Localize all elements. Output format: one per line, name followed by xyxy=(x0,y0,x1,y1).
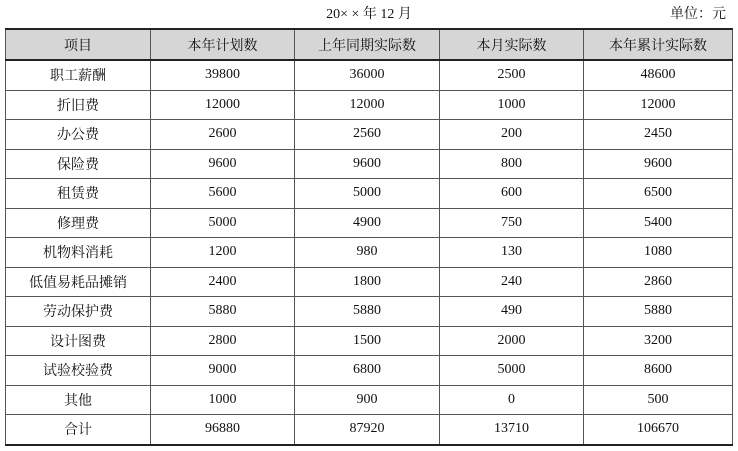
cell-ytd-actual: 8600 xyxy=(584,356,733,386)
table-row xyxy=(6,326,733,356)
cell-item: 其他 xyxy=(6,385,151,415)
cell-last-year-actual: 9600 xyxy=(295,149,440,179)
cell-ytd-actual: 5400 xyxy=(584,208,733,238)
cell-annual-plan: 1000 xyxy=(151,385,295,415)
cell-last-year-actual: 12000 xyxy=(295,90,440,120)
cell-item: 职工薪酬 xyxy=(6,60,151,90)
cell-last-year-actual: 36000 xyxy=(295,60,440,90)
cell-month-actual: 240 xyxy=(440,267,584,297)
cell-month-actual: 2000 xyxy=(440,326,584,356)
cell-item: 合计 xyxy=(6,415,151,445)
cell-last-year-actual: 2560 xyxy=(295,120,440,150)
cell-ytd-actual: 5880 xyxy=(584,297,733,327)
cell-item: 折旧费 xyxy=(6,90,151,120)
cell-annual-plan: 96880 xyxy=(151,415,295,445)
table-row xyxy=(6,238,733,268)
cell-month-actual: 0 xyxy=(440,385,584,415)
cell-month-actual: 200 xyxy=(440,120,584,150)
expense-table xyxy=(5,28,733,446)
cell-annual-plan: 2600 xyxy=(151,120,295,150)
cell-last-year-actual: 1800 xyxy=(295,267,440,297)
table-caption xyxy=(0,0,738,28)
cell-annual-plan: 12000 xyxy=(151,90,295,120)
table-row xyxy=(6,385,733,415)
cell-annual-plan: 2800 xyxy=(151,326,295,356)
header-annual-plan: 本年计划数 xyxy=(151,29,295,60)
cell-last-year-actual: 4900 xyxy=(295,208,440,238)
cell-month-actual: 800 xyxy=(440,149,584,179)
table-row xyxy=(6,267,733,297)
header-row xyxy=(6,29,733,60)
cell-last-year-actual: 900 xyxy=(295,385,440,415)
table-row xyxy=(6,415,733,445)
cell-item: 保险费 xyxy=(6,149,151,179)
cell-last-year-actual: 5880 xyxy=(295,297,440,327)
cell-ytd-actual: 12000 xyxy=(584,90,733,120)
table-body xyxy=(6,60,733,445)
table-row xyxy=(6,208,733,238)
cell-month-actual: 1000 xyxy=(440,90,584,120)
cell-ytd-actual: 500 xyxy=(584,385,733,415)
cell-ytd-actual: 2860 xyxy=(584,267,733,297)
cell-ytd-actual: 1080 xyxy=(584,238,733,268)
header-last-year-actual: 上年同期实际数 xyxy=(295,29,440,60)
cell-ytd-actual: 6500 xyxy=(584,179,733,209)
header-month-actual: 本月实际数 xyxy=(440,29,584,60)
cell-month-actual: 750 xyxy=(440,208,584,238)
cell-annual-plan: 2400 xyxy=(151,267,295,297)
cell-item: 低值易耗品摊销 xyxy=(6,267,151,297)
cell-item: 租赁费 xyxy=(6,179,151,209)
report-period: 20× × 年 12 月 xyxy=(326,7,412,22)
cell-annual-plan: 5600 xyxy=(151,179,295,209)
cell-month-actual: 600 xyxy=(440,179,584,209)
cell-ytd-actual: 2450 xyxy=(584,120,733,150)
cell-month-actual: 2500 xyxy=(440,60,584,90)
header-ytd-actual: 本年累计实际数 xyxy=(584,29,733,60)
cell-last-year-actual: 87920 xyxy=(295,415,440,445)
currency-unit: 单位：元 xyxy=(670,7,726,22)
cell-item: 设计图费 xyxy=(6,326,151,356)
cell-annual-plan: 9600 xyxy=(151,149,295,179)
table-row xyxy=(6,297,733,327)
cell-annual-plan: 5880 xyxy=(151,297,295,327)
cell-item: 办公费 xyxy=(6,120,151,150)
cell-item: 机物料消耗 xyxy=(6,238,151,268)
header-item: 项目 xyxy=(6,29,151,60)
cell-item: 修理费 xyxy=(6,208,151,238)
cell-month-actual: 490 xyxy=(440,297,584,327)
cell-item: 试验校验费 xyxy=(6,356,151,386)
table-row xyxy=(6,179,733,209)
cell-last-year-actual: 6800 xyxy=(295,356,440,386)
cell-month-actual: 13710 xyxy=(440,415,584,445)
cell-annual-plan: 39800 xyxy=(151,60,295,90)
table-row xyxy=(6,149,733,179)
cell-ytd-actual: 9600 xyxy=(584,149,733,179)
cell-annual-plan: 5000 xyxy=(151,208,295,238)
table-row xyxy=(6,60,733,90)
cell-ytd-actual: 48600 xyxy=(584,60,733,90)
cell-ytd-actual: 106670 xyxy=(584,415,733,445)
cell-annual-plan: 1200 xyxy=(151,238,295,268)
table-row xyxy=(6,90,733,120)
cell-last-year-actual: 980 xyxy=(295,238,440,268)
cell-annual-plan: 9000 xyxy=(151,356,295,386)
table-row xyxy=(6,356,733,386)
table-row xyxy=(6,120,733,150)
cell-last-year-actual: 1500 xyxy=(295,326,440,356)
cell-item: 劳动保护费 xyxy=(6,297,151,327)
cell-month-actual: 130 xyxy=(440,238,584,268)
cell-month-actual: 5000 xyxy=(440,356,584,386)
cell-last-year-actual: 5000 xyxy=(295,179,440,209)
cell-ytd-actual: 3200 xyxy=(584,326,733,356)
